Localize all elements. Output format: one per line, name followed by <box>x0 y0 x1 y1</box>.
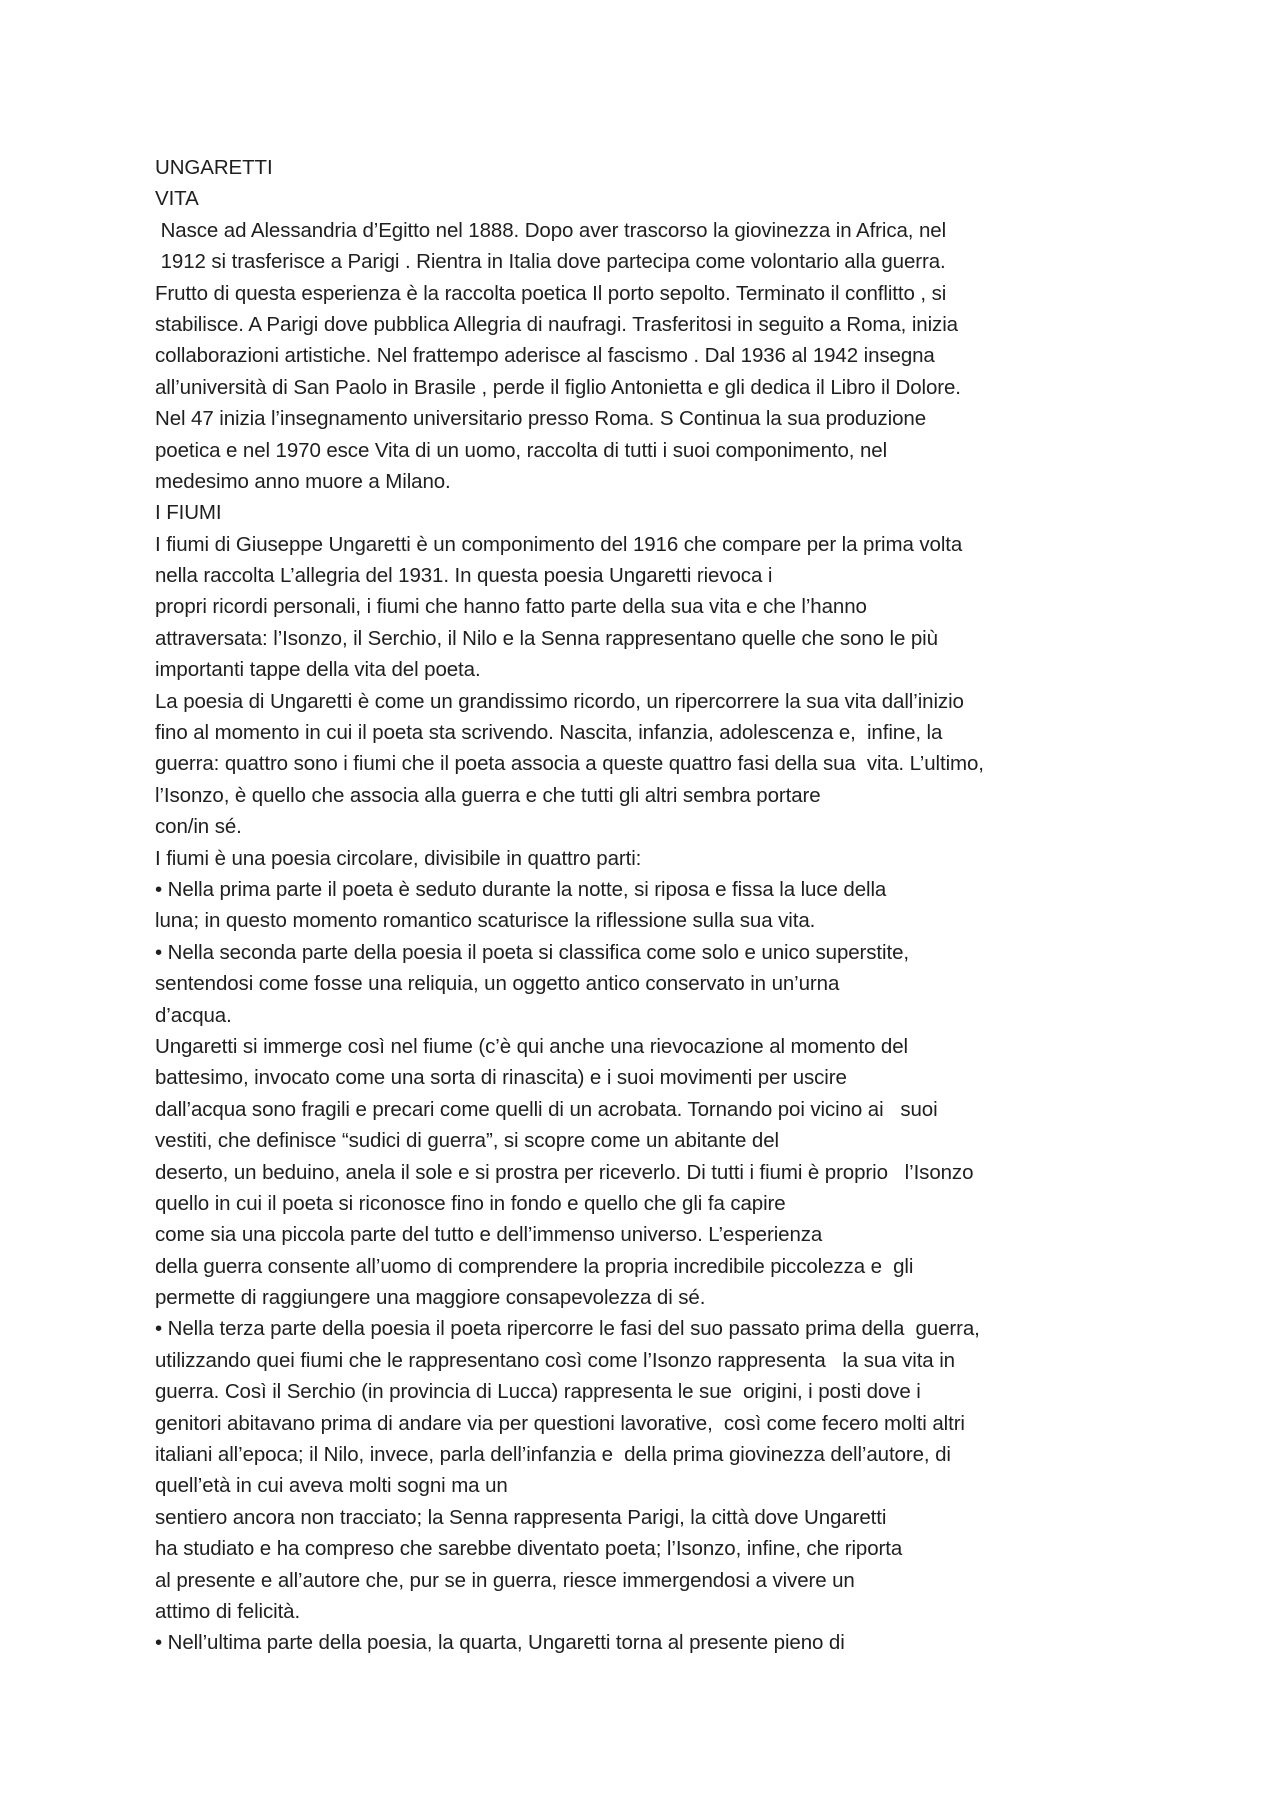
text-line: vestiti, che definisce “sudici di guerra”, si scopre come un abitante del <box>155 1129 779 1153</box>
text-line: permette di raggiungere una maggiore consapevolezza di sé. <box>155 1286 706 1310</box>
text-line: importanti tappe della vita del poeta. <box>155 658 481 682</box>
document-body <box>155 152 1155 1659</box>
text-line: all’università di San Paolo in Brasile , perde il figlio Antonietta e gli dedica il Libro il Dolore. <box>155 375 961 399</box>
text-line: quell’età in cui aveva molti sogni ma un <box>155 1474 508 1498</box>
text-line: • Nell’ultima parte della poesia, la quarta, Ungaretti torna al presente pieno di <box>155 1631 845 1655</box>
text-line: guerra: quattro sono i fiumi che il poeta associa a queste quattro fasi della sua vita. L’ultimo, <box>155 752 984 776</box>
text-line: collaborazioni artistiche. Nel frattempo aderisce al fascismo . Dal 1936 al 1942 insegna <box>155 344 935 368</box>
text-line: attimo di felicità. <box>155 1599 301 1623</box>
text-line: sentiero ancora non tracciato; la Senna rappresenta Parigi, la città dove Ungaretti <box>155 1505 887 1529</box>
text-line: d’acqua. <box>155 1003 232 1027</box>
text-line: • Nella terza parte della poesia il poeta ripercorre le fasi del suo passato prima della guerra, <box>155 1317 980 1341</box>
text-line: l’Isonzo, è quello che associa alla guerra e che tutti gli altri sembra portare <box>155 783 821 807</box>
text-line: Nasce ad Alessandria d’Egitto nel 1888. Dopo aver trascorso la giovinezza in Africa, nel <box>155 218 947 242</box>
text-line: luna; in questo momento romantico scaturisce la riflessione sulla sua vita. <box>155 909 816 933</box>
text-line: UNGARETTI <box>155 156 273 179</box>
text-line: quello in cui il poeta si riconosce fino in fondo e quello che gli fa capire <box>155 1191 786 1215</box>
text-line: come sia una piccola parte del tutto e dell’immenso universo. L’esperienza <box>155 1223 823 1247</box>
text-line: poetica e nel 1970 esce Vita di un uomo, raccolta di tutti i suoi componimento, nel <box>155 438 888 462</box>
text-line: Nel 47 inizia l’insegnamento universitario presso Roma. S Continua la sua produzione <box>155 407 927 431</box>
text-line: VITA <box>155 187 199 211</box>
text-line: italiani all’epoca; il Nilo, invece, parla dell’infanzia e della prima giovinezza dell’autore, di <box>155 1443 951 1467</box>
text-line: sentendosi come fosse una reliquia, un oggetto antico conservato in un’urna <box>155 972 840 996</box>
text-line: deserto, un beduino, anela il sole e si prostra per riceverlo. Di tutti i fiumi è proprio l’Isonzo <box>155 1160 974 1184</box>
text-line: attraversata: l’Isonzo, il Serchio, il Nilo e la Senna rappresentano quelle che sono le più <box>155 626 938 650</box>
text-line: • Nella prima parte il poeta è seduto durante la notte, si riposa e fissa la luce della <box>155 877 887 901</box>
text-line: stabilisce. A Parigi dove pubblica Allegria di naufragi. Trasferitosi in seguito a Roma, inizia <box>155 312 958 336</box>
text-line: La poesia di Ungaretti è come un grandissimo ricordo, un ripercorrere la sua vita dall’inizio <box>155 689 964 713</box>
text-line: utilizzando quei fiumi che le rappresentano così come l’Isonzo rappresenta la sua vita in <box>155 1348 955 1372</box>
text-line: con/in sé. <box>155 815 242 839</box>
text-line: medesimo anno muore a Milano. <box>155 469 451 493</box>
text-line: della guerra consente all’uomo di comprendere la propria incredibile piccolezza e gli <box>155 1254 914 1278</box>
text-line: I fiumi di Giuseppe Ungaretti è un componimento del 1916 che compare per la prima volta <box>155 532 963 556</box>
text-line: genitori abitavano prima di andare via per questioni lavorative, così come fecero molti altri <box>155 1411 965 1435</box>
text-line: nella raccolta L’allegria del 1931. In questa poesia Ungaretti rievoca i <box>155 564 773 588</box>
text-line: battesimo, invocato come una sorta di rinascita) e i suoi movimenti per uscire <box>155 1066 847 1090</box>
text-line: Ungaretti si immerge così nel fiume (c’è qui anche una rievocazione al momento del <box>155 1034 908 1058</box>
text-line: Frutto di questa esperienza è la raccolta poetica Il porto sepolto. Terminato il conflitto , si <box>155 281 947 305</box>
text-line: 1912 si trasferisce a Parigi . Rientra in Italia dove partecipa come volontario alla guerra. <box>155 250 946 274</box>
text-line: fino al momento in cui il poeta sta scrivendo. Nascita, infanzia, adolescenza e, infine, la <box>155 721 943 745</box>
text-line: • Nella seconda parte della poesia il poeta si classifica come solo e unico superstite, <box>155 940 909 964</box>
text-line: ha studiato e ha compreso che sarebbe diventato poeta; l’Isonzo, infine, che riporta <box>155 1537 903 1561</box>
text-line: guerra. Così il Serchio (in provincia di Lucca) rappresenta le sue origini, i posti dove i <box>155 1380 921 1404</box>
text-line: I fiumi è una poesia circolare, divisibile in quattro parti: <box>155 846 642 870</box>
text-line: propri ricordi personali, i fiumi che hanno fatto parte della sua vita e che l’hanno <box>155 595 867 619</box>
text-line: dall’acqua sono fragili e precari come quelli di un acrobata. Tornando poi vicino ai suoi <box>155 1097 938 1121</box>
text-line: I FIUMI <box>155 501 222 525</box>
text-line: al presente e all’autore che, pur se in guerra, riesce immergendosi a vivere un <box>155 1568 855 1592</box>
